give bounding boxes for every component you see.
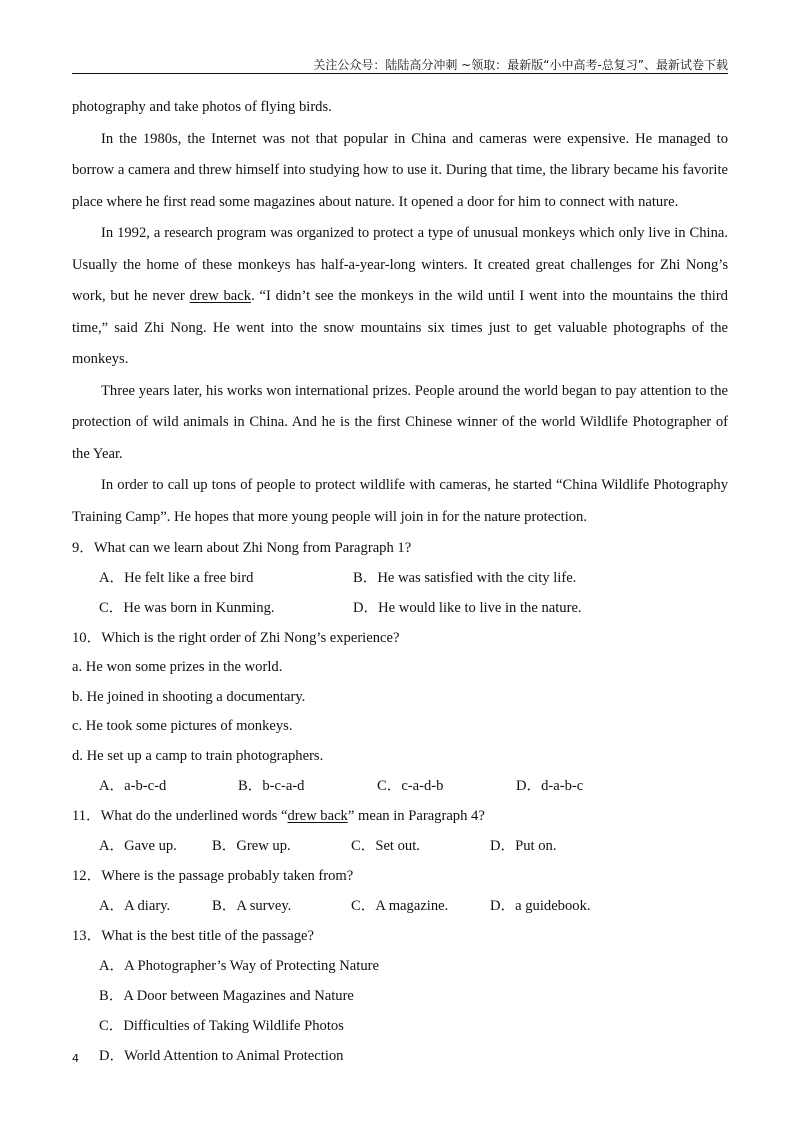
question-11-options — [72, 831, 728, 861]
passage-paragraph-0: photography and take photos of flying birds. — [72, 99, 332, 115]
question-9-stem: 9．What can we learn about Zhi Nong from Paragraph 1? — [72, 540, 412, 556]
question-list — [72, 533, 728, 1071]
passage-paragraph-1: In the 1980s, the Internet was not that popular in China and cameras were expensive. He managed to borrow a camera and threw himself into studying how to use it. During that time, the library became his favorite place where he first read some magazines about nature. It opened a door for him to connect with nature. — [72, 130, 728, 210]
header-divider — [72, 73, 728, 74]
question-13-option-b-row — [72, 981, 728, 1011]
paragraph-2-text-after: . “I didn’t see the monkeys in the wild until I went into the mountains the third time,” said Zhi Nong. He went into the snow mountains six times just to get valuable photographs of the monkeys. — [72, 288, 728, 367]
question-9-options-row-2 — [72, 593, 728, 623]
question-10-stem: 10．Which is the right order of Zhi Nong’s experience? — [72, 630, 400, 646]
passage-paragraph-4: In order to call up tons of people to protect wildlife with cameras, he started “China Wildlife Photography Training Camp”. He hopes that more young people will join in for the nature protection. — [72, 477, 728, 525]
underlined-phrase: drew back — [189, 288, 252, 304]
passage-paragraph-3: Three years later, his works won international prizes. People around the world began to pay attention to the protection of wild animals in China. And he is the first Chinese winner of the world Wildlife Photographer of the Year. — [72, 382, 728, 462]
question-13-option-d: D．World Attention to Animal Protection — [99, 1048, 344, 1064]
question-10-options — [72, 771, 728, 801]
paragraph-2-text-before: In 1992, a research program was organized to protect a type of unusual monkeys which only live in China. Usually the home of these monkeys has half-a-year-long winters. It created great challenges for Zhi Nong’s work, but he never — [72, 225, 728, 304]
question-10-item-b: b. He joined in shooting a documentary. — [72, 688, 306, 705]
question-10-option-d: D．d-a-b-c — [516, 778, 584, 794]
question-9-option-b: B．He was satisfied with the city life. — [353, 570, 577, 586]
question-11-stem-after: ” mean in Paragraph 4? — [347, 808, 485, 824]
page-header — [72, 56, 728, 74]
question-13-option-b: B．A Door between Magazines and Nature — [99, 988, 354, 1004]
question-12-option-c: C．A magazine. — [351, 898, 449, 914]
question-11-option-b: B．Grew up. — [212, 838, 291, 854]
question-13-option-c-row — [72, 1011, 728, 1041]
question-13-stem: 13．What is the best title of the passage? — [72, 928, 314, 944]
question-10-option-c: C．c-a-d-b — [377, 778, 444, 794]
question-13-option-a: A．A Photographer’s Way of Protecting Nature — [99, 958, 379, 974]
question-12-option-d: D．a guidebook. — [490, 898, 591, 914]
document-body — [72, 92, 728, 1071]
header-text: 关注公众号：陆陆高分冲刺 ~领取：最新版“小中高考-总复习”、最新试卷下载 — [313, 58, 728, 72]
question-9-option-d: D．He would like to live in the nature. — [353, 600, 582, 616]
question-11-stem-before: 11．What do the underlined words “ — [72, 808, 288, 824]
question-9-options-row-1 — [72, 563, 728, 593]
question-13-option-a-row — [72, 951, 728, 981]
question-13-option-c: C．Difficulties of Taking Wildlife Photos — [99, 1018, 344, 1034]
page-number: 4 — [72, 1052, 79, 1065]
question-10-item-d: d. He set up a camp to train photographers. — [72, 747, 324, 764]
question-12-options — [72, 891, 728, 921]
question-11-stem — [72, 801, 728, 831]
question-11-option-c: C．Set out. — [351, 838, 420, 854]
question-10-option-a: A．a-b-c-d — [99, 778, 167, 794]
question-13-option-d-row — [72, 1041, 728, 1071]
question-10-option-b: B．b-c-a-d — [238, 778, 305, 794]
question-11-underlined-phrase: drew back — [287, 808, 348, 824]
question-12-option-a: A．A diary. — [99, 898, 171, 914]
question-10-item-c: c. He took some pictures of monkeys. — [72, 718, 293, 734]
question-12-option-b: B．A survey. — [212, 898, 292, 914]
passage-paragraph-2 — [72, 218, 728, 376]
question-9-option-c: C．He was born in Kunming. — [99, 600, 275, 616]
question-10-item-a: a. He won some prizes in the world. — [72, 659, 283, 675]
question-12-stem: 12．Where is the passage probably taken from? — [72, 868, 354, 884]
question-9-option-a: A．He felt like a free bird — [99, 570, 254, 586]
question-11-option-d: D．Put on. — [490, 838, 557, 854]
question-11-option-a: A．Gave up. — [99, 838, 177, 854]
